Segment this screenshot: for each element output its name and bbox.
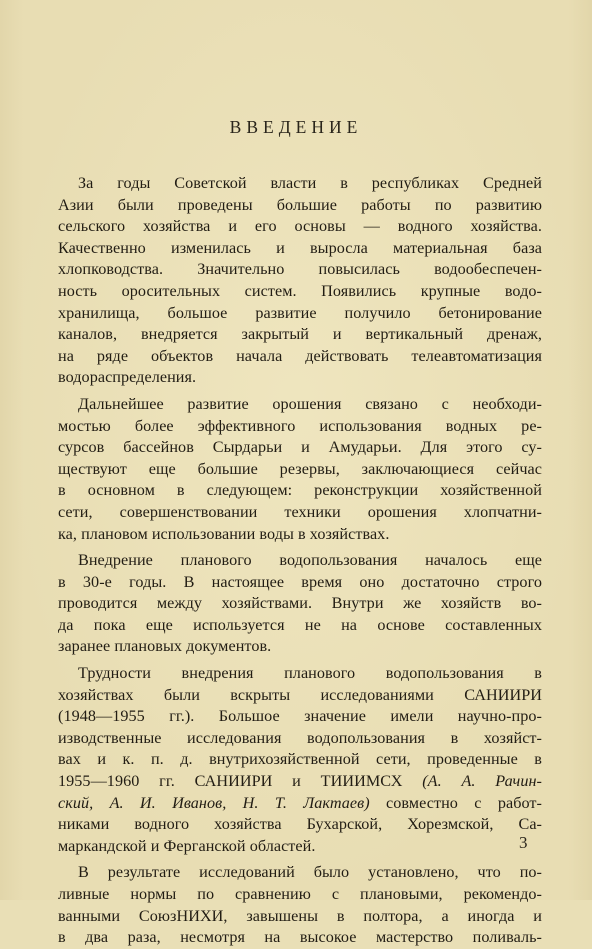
text-line-mixed [58,793,542,815]
body-text [58,173,542,949]
text-line: Трудности внедрения планового водопользования в [78,664,542,683]
text-line: в 30-е годы. В настоящее время оно достаточно строго [58,572,542,591]
text-line: сурсов бассейнов Сырдарьи и Амударьи. Для этого су- [58,438,542,457]
text-line: Внедрение планового водопользования началось еще [78,551,542,570]
text-line: ливные нормы по сравнению с плановыми, рекомендо- [58,885,542,903]
text-line: каналов, внедряется закрытый и вертикальный дренаж, [58,325,542,344]
paragraph-5 [58,862,542,948]
text-line: изводственные исследования водопользования в хозяйст- [58,728,542,747]
text-fragment: 1955—1960 гг. САНИИРИ и ТИИИМСХ [58,772,423,791]
text-line: да пока еще используется не на основе составленных [58,615,542,634]
text-line-mixed [58,771,542,793]
text-line: ществуют еще большие резервы, заключающиеся сейчас [58,459,542,478]
text-line: ванными СоюзНИХИ, завышены в полтора, а иногда и [58,906,542,925]
page-number: 3 [519,833,528,852]
text-line: проводится между хозяйствами. Внутри же хозяйств во- [58,594,542,613]
text-line: В результате исследований было установлено, что по- [78,863,542,882]
paragraph-4 [58,663,542,857]
paragraph-2 [58,394,542,545]
text-line: заранее плановых документов. [58,637,272,656]
text-fragment: совместно с работ- [369,793,542,812]
text-line: (1948—1955 гг.). Большое значение имели научно-про- [58,707,542,726]
text-line: За годы Советской власти в республиках Средней [78,174,542,192]
text-line: в два раза, несмотря на высокое мастерство поливаль- [58,928,542,947]
italic-author-names: (А. А. Рачин- [422,772,542,791]
text-line: водораспределения. [58,368,197,387]
text-line: хлопководства. Значительно повысилась водообеспечен- [58,260,542,279]
text-line: хозяйствах были вскрыты исследованиями САНИИРИ [58,685,542,704]
text-line: маркандской и Ферганской областей. [58,836,316,855]
text-line: мостью более эффективного использования водных ре- [58,416,542,435]
text-line: Качественно изменилась и выросла материальная база [58,238,542,257]
page-title: ВВЕДЕНИЕ [229,117,363,137]
text-line: в основном в следующем: реконструкции хозяйственной [58,481,542,500]
paragraph-1 [58,173,542,389]
text-line: вах и к. п. д. внутрихозяйственной сети, проведенные в [58,750,542,769]
text-line: хранилища, большое развитие получило бетонирование [58,303,542,322]
paragraph-3 [58,550,542,658]
text-line: на ряде объектов начала действовать телеавтоматизация [58,346,542,365]
text-line: сети, совершенствовании техники орошения хлопчатни- [58,502,542,521]
text-line: ка, плановом использовании воды в хозяйствах. [58,524,390,543]
text-line: ность оросительных систем. Появились крупные водо- [58,281,542,300]
italic-author-names: ский, А. И. Иванов, Н. Т. Лактаев) [58,793,370,812]
text-line: никами водного хозяйства Бухарской, Хорезмской, Са- [58,815,542,834]
text-line: сельского хозяйства и его основы — водного хозяйства. [58,217,542,236]
text-line: Азии были проведены большие работы по развитию [58,195,542,214]
text-line: Дальнейшее развитие орошения связано с необходи- [78,394,542,413]
